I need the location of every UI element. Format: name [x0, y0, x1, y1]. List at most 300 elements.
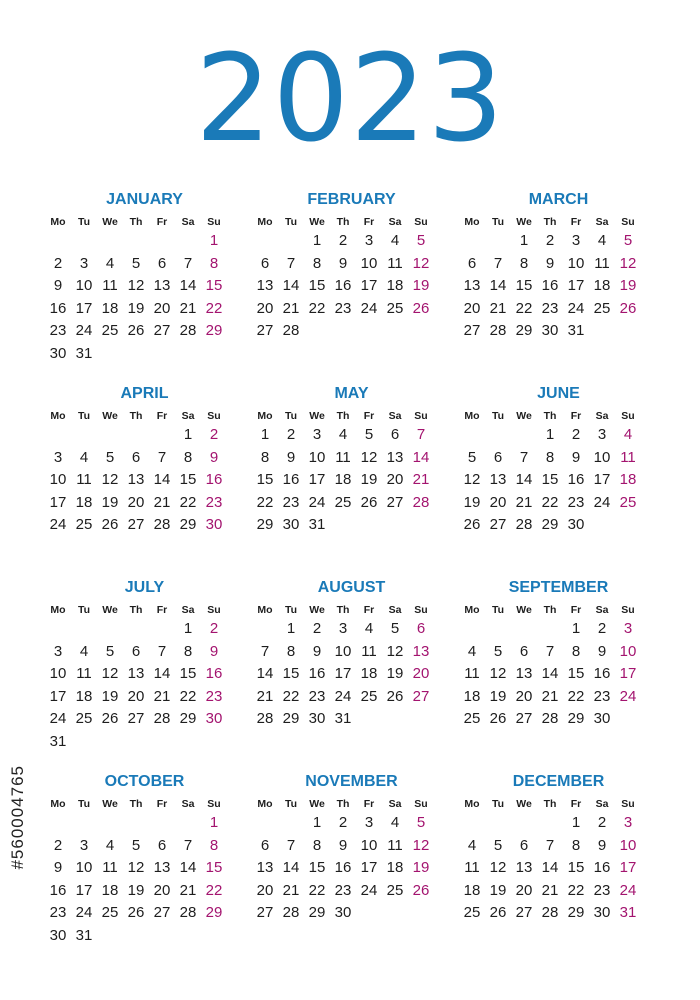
- weekday-label: Fr: [363, 798, 375, 810]
- weekday-label: Th: [129, 410, 143, 422]
- day-cell: [123, 230, 149, 253]
- day-cell: 14: [256, 665, 274, 683]
- day-cell: 24: [334, 687, 352, 705]
- weekday-header-row: [45, 602, 227, 618]
- month-july: [45, 578, 241, 754]
- day-cell: 4: [79, 448, 89, 466]
- day-cell: [97, 812, 123, 835]
- weekday-label: Sa: [595, 798, 609, 810]
- week-row: [45, 857, 227, 880]
- day-cell: 18: [593, 277, 611, 295]
- day-cell: [71, 812, 97, 835]
- day-cell: 15: [282, 665, 300, 683]
- weekday-label: Sa: [181, 410, 195, 422]
- month-name: NOVEMBER: [305, 773, 398, 790]
- week-row: [252, 708, 434, 731]
- days-table: [459, 214, 641, 343]
- day-cell: 26: [386, 687, 404, 705]
- week-row: [252, 902, 434, 925]
- day-cell: 10: [619, 642, 637, 660]
- week-row: [459, 469, 641, 492]
- day-cell: 16: [541, 277, 559, 295]
- day-cell: 24: [75, 322, 93, 340]
- weekday-label: Su: [207, 798, 221, 810]
- day-cell: [175, 731, 201, 754]
- week-row: [252, 424, 434, 447]
- day-cell: 9: [597, 836, 607, 854]
- day-cell: 8: [183, 448, 193, 466]
- day-cell: 12: [101, 665, 119, 683]
- weekday-label: Th: [336, 604, 350, 616]
- day-cell: [149, 343, 175, 366]
- day-cell: [45, 230, 71, 253]
- day-cell: 12: [412, 836, 430, 854]
- day-cell: 12: [127, 277, 145, 295]
- day-cell: 21: [515, 493, 533, 511]
- day-cell: [485, 230, 511, 253]
- day-cell: [175, 812, 201, 835]
- week-row: [45, 424, 227, 447]
- weekday-label: Fr: [363, 216, 375, 228]
- day-cell: 29: [205, 904, 223, 922]
- weekday-label: Fr: [570, 798, 582, 810]
- day-cell: 10: [334, 642, 352, 660]
- day-cell: 29: [541, 516, 559, 534]
- day-cell: 20: [412, 665, 430, 683]
- day-cell: 4: [390, 814, 400, 831]
- day-cell: 17: [75, 881, 93, 899]
- week-row: [252, 275, 434, 298]
- day-cell: 31: [75, 926, 93, 944]
- day-cell: 14: [179, 859, 197, 877]
- day-cell: 20: [515, 881, 533, 899]
- weekday-label: Mo: [464, 216, 480, 228]
- month-name: JULY: [124, 579, 165, 596]
- day-cell: 16: [334, 859, 352, 877]
- day-cell: 14: [282, 859, 300, 877]
- day-cell: 9: [571, 448, 581, 466]
- day-cell: 4: [390, 232, 400, 249]
- day-cell: [71, 424, 97, 447]
- day-cell: 28: [412, 493, 430, 511]
- weekday-label: Su: [207, 604, 221, 616]
- day-cell: 10: [360, 254, 378, 272]
- day-cell: 1: [209, 232, 219, 249]
- day-cell: 20: [256, 299, 274, 317]
- day-cell: 12: [412, 254, 430, 272]
- week-row: [45, 447, 227, 470]
- day-cell: 23: [334, 299, 352, 317]
- day-cell: 29: [179, 710, 197, 728]
- day-cell: 22: [179, 687, 197, 705]
- day-cell: [252, 812, 278, 835]
- day-cell: 17: [75, 299, 93, 317]
- weekday-label: We: [309, 798, 325, 810]
- week-row: [252, 514, 434, 537]
- days-table: [459, 602, 641, 731]
- day-cell: 23: [567, 493, 585, 511]
- day-cell: 15: [541, 471, 559, 489]
- day-cell: 9: [286, 448, 296, 466]
- day-cell: 15: [205, 277, 223, 295]
- day-cell: 8: [545, 448, 555, 466]
- day-cell: 29: [567, 904, 585, 922]
- weekday-label: Su: [621, 216, 635, 228]
- day-cell: 15: [256, 471, 274, 489]
- day-cell: 9: [209, 448, 219, 466]
- week-row: [459, 857, 641, 880]
- day-cell: 20: [127, 493, 145, 511]
- day-cell: 2: [209, 620, 219, 637]
- days-table: [45, 602, 227, 754]
- week-row: [252, 469, 434, 492]
- day-cell: 21: [153, 493, 171, 511]
- weekday-label: Th: [336, 216, 350, 228]
- day-cell: 28: [179, 904, 197, 922]
- week-row: [252, 230, 434, 253]
- days-table: [45, 796, 227, 948]
- day-cell: 26: [463, 516, 481, 534]
- day-cell: 31: [308, 516, 326, 534]
- day-cell: 5: [623, 232, 633, 249]
- day-cell: 19: [101, 493, 119, 511]
- day-cell: 27: [153, 322, 171, 340]
- day-cell: 29: [515, 322, 533, 340]
- day-cell: [97, 343, 123, 366]
- weekday-label: We: [309, 604, 325, 616]
- day-cell: 20: [153, 299, 171, 317]
- day-cell: 4: [467, 642, 477, 660]
- day-cell: 7: [286, 254, 296, 272]
- weekday-label: Mo: [464, 410, 480, 422]
- day-cell: 1: [183, 426, 193, 443]
- day-cell: 15: [205, 859, 223, 877]
- day-cell: 12: [386, 642, 404, 660]
- day-cell: 20: [386, 471, 404, 489]
- day-cell: 22: [308, 881, 326, 899]
- weekday-label: Tu: [491, 604, 505, 616]
- week-row: [45, 253, 227, 276]
- day-cell: 2: [209, 426, 219, 443]
- day-cell: [97, 618, 123, 641]
- day-cell: 21: [282, 881, 300, 899]
- day-cell: [123, 424, 149, 447]
- day-cell: 13: [153, 277, 171, 295]
- day-cell: 11: [102, 277, 118, 295]
- weekday-label: Fr: [570, 604, 582, 616]
- weekday-label: We: [516, 798, 532, 810]
- day-cell: 23: [205, 493, 223, 511]
- day-cell: 2: [53, 836, 63, 854]
- day-cell: 28: [153, 516, 171, 534]
- day-cell: 14: [412, 448, 430, 466]
- day-cell: 13: [463, 277, 481, 295]
- day-cell: 26: [360, 493, 378, 511]
- weekday-label: Mo: [257, 216, 273, 228]
- week-row: [459, 663, 641, 686]
- weekday-label: Mo: [464, 604, 480, 616]
- day-cell: 30: [593, 904, 611, 922]
- day-cell: 20: [489, 493, 507, 511]
- day-cell: 23: [334, 881, 352, 899]
- day-cell: 12: [360, 448, 378, 466]
- month-october: [45, 772, 241, 948]
- day-cell: 7: [493, 254, 503, 272]
- day-cell: 18: [101, 299, 119, 317]
- day-cell: 23: [49, 904, 67, 922]
- day-cell: 28: [282, 904, 300, 922]
- day-cell: 17: [619, 665, 637, 683]
- day-cell: 21: [489, 299, 507, 317]
- week-row: [45, 469, 227, 492]
- week-row: [252, 253, 434, 276]
- day-cell: 7: [157, 448, 167, 466]
- day-cell: 2: [597, 620, 607, 637]
- week-row: [459, 275, 641, 298]
- weekday-label: Sa: [388, 410, 402, 422]
- day-cell: 1: [209, 814, 219, 831]
- weekday-label: Th: [336, 410, 350, 422]
- weekday-label: We: [102, 604, 118, 616]
- day-cell: 6: [131, 642, 141, 660]
- weekday-label: Tu: [284, 216, 298, 228]
- days-table: [252, 408, 434, 537]
- week-row: [459, 253, 641, 276]
- weekday-label: Mo: [50, 216, 66, 228]
- day-cell: 4: [79, 642, 89, 660]
- day-cell: 18: [463, 687, 481, 705]
- day-cell: [615, 708, 641, 731]
- days-table: [459, 796, 641, 925]
- day-cell: [201, 731, 227, 754]
- day-cell: 21: [179, 299, 197, 317]
- month-june: [459, 384, 655, 537]
- weekday-label: Th: [129, 216, 143, 228]
- weekday-label: Th: [336, 798, 350, 810]
- day-cell: 18: [101, 881, 119, 899]
- day-cell: [252, 618, 278, 641]
- day-cell: 14: [541, 859, 559, 877]
- stock-id-text: #560004765: [8, 765, 27, 870]
- day-cell: 11: [335, 448, 351, 466]
- week-row: [459, 298, 641, 321]
- day-cell: 16: [205, 665, 223, 683]
- day-cell: 20: [256, 881, 274, 899]
- day-cell: [45, 618, 71, 641]
- day-cell: [97, 424, 123, 447]
- day-cell: [511, 812, 537, 835]
- day-cell: 25: [619, 493, 637, 511]
- week-row: [45, 492, 227, 515]
- day-cell: 9: [338, 836, 348, 854]
- day-cell: 4: [623, 426, 633, 443]
- day-cell: 7: [416, 426, 426, 443]
- day-cell: [459, 812, 485, 835]
- month-name: SEPTEMBER: [508, 579, 609, 596]
- day-cell: 14: [179, 277, 197, 295]
- day-cell: 2: [286, 426, 296, 443]
- day-cell: 4: [364, 620, 374, 637]
- weekday-label: Tu: [284, 410, 298, 422]
- day-cell: 26: [412, 881, 430, 899]
- day-cell: [537, 618, 563, 641]
- weekday-label: Tu: [77, 604, 91, 616]
- day-cell: 18: [334, 471, 352, 489]
- month-february: [252, 190, 448, 343]
- day-cell: 5: [493, 642, 503, 660]
- month-september: [459, 578, 655, 731]
- day-cell: [97, 925, 123, 948]
- day-cell: 4: [597, 232, 607, 249]
- day-cell: 26: [619, 299, 637, 317]
- weekday-header-row: [45, 214, 227, 230]
- weekday-header-row: [45, 796, 227, 812]
- weekday-label: Th: [129, 798, 143, 810]
- day-cell: 5: [416, 814, 426, 831]
- day-cell: 23: [593, 687, 611, 705]
- day-cell: 27: [256, 322, 274, 340]
- weekday-label: Tu: [491, 216, 505, 228]
- day-cell: 21: [256, 687, 274, 705]
- day-cell: 27: [127, 516, 145, 534]
- days-table: [459, 408, 641, 537]
- week-row: [459, 514, 641, 537]
- day-cell: [123, 812, 149, 835]
- week-row: [459, 618, 641, 641]
- day-cell: 17: [593, 471, 611, 489]
- day-cell: 16: [593, 665, 611, 683]
- week-row: [45, 663, 227, 686]
- day-cell: [45, 424, 71, 447]
- day-cell: 28: [541, 904, 559, 922]
- day-cell: 13: [515, 859, 533, 877]
- day-cell: [459, 230, 485, 253]
- day-cell: 7: [545, 836, 555, 854]
- week-row: [252, 686, 434, 709]
- day-cell: 19: [360, 471, 378, 489]
- day-cell: 14: [541, 665, 559, 683]
- day-cell: [408, 902, 434, 925]
- weekday-header-row: [252, 408, 434, 424]
- day-cell: 25: [386, 299, 404, 317]
- day-cell: 27: [515, 710, 533, 728]
- day-cell: 24: [360, 299, 378, 317]
- day-cell: 9: [53, 277, 63, 295]
- weekday-label: Sa: [388, 604, 402, 616]
- weekday-header-row: [459, 796, 641, 812]
- day-cell: 26: [412, 299, 430, 317]
- weekday-label: We: [516, 216, 532, 228]
- day-cell: 26: [127, 322, 145, 340]
- weekday-label: Sa: [388, 216, 402, 228]
- week-row: [459, 708, 641, 731]
- weekday-label: Tu: [77, 798, 91, 810]
- weekday-label: Tu: [77, 216, 91, 228]
- day-cell: 23: [308, 687, 326, 705]
- week-row: [252, 663, 434, 686]
- week-row: [252, 880, 434, 903]
- day-cell: 27: [256, 904, 274, 922]
- day-cell: 9: [545, 254, 555, 272]
- day-cell: 26: [489, 710, 507, 728]
- day-cell: [175, 230, 201, 253]
- weekday-label: Sa: [181, 798, 195, 810]
- day-cell: 8: [183, 642, 193, 660]
- day-cell: 6: [260, 836, 270, 854]
- day-cell: [356, 514, 382, 537]
- weekday-label: Th: [543, 410, 557, 422]
- weekday-label: We: [102, 410, 118, 422]
- day-cell: 13: [256, 859, 274, 877]
- day-cell: 16: [567, 471, 585, 489]
- day-cell: 2: [545, 232, 555, 249]
- day-cell: 3: [597, 426, 607, 443]
- day-cell: 17: [334, 665, 352, 683]
- day-cell: 19: [412, 859, 430, 877]
- day-cell: 29: [567, 710, 585, 728]
- week-row: [252, 857, 434, 880]
- day-cell: 17: [49, 493, 67, 511]
- weekday-label: Su: [207, 410, 221, 422]
- day-cell: 9: [209, 642, 219, 660]
- day-cell: 18: [75, 687, 93, 705]
- day-cell: 1: [260, 426, 270, 443]
- day-cell: [71, 230, 97, 253]
- day-cell: [356, 708, 382, 731]
- day-cell: 11: [464, 859, 480, 877]
- day-cell: 24: [619, 881, 637, 899]
- day-cell: 8: [312, 836, 322, 854]
- day-cell: 16: [334, 277, 352, 295]
- day-cell: 6: [390, 426, 400, 443]
- day-cell: 17: [360, 859, 378, 877]
- day-cell: 21: [541, 687, 559, 705]
- weekday-label: Mo: [257, 798, 273, 810]
- day-cell: 4: [467, 836, 477, 854]
- day-cell: 5: [105, 448, 115, 466]
- day-cell: 6: [131, 448, 141, 466]
- day-cell: 9: [53, 859, 63, 877]
- day-cell: [123, 925, 149, 948]
- weekday-label: Su: [414, 410, 428, 422]
- day-cell: 23: [541, 299, 559, 317]
- week-row: [252, 641, 434, 664]
- week-row: [45, 835, 227, 858]
- weekday-label: We: [516, 604, 532, 616]
- day-cell: 8: [571, 836, 581, 854]
- week-row: [252, 298, 434, 321]
- day-cell: 2: [53, 254, 63, 272]
- weekday-label: Th: [543, 604, 557, 616]
- days-table: [252, 602, 434, 731]
- day-cell: 23: [205, 687, 223, 705]
- month-november: [252, 772, 448, 925]
- week-row: [45, 514, 227, 537]
- day-cell: 19: [463, 493, 481, 511]
- day-cell: 11: [361, 642, 377, 660]
- weekday-label: Mo: [50, 798, 66, 810]
- day-cell: 12: [127, 859, 145, 877]
- day-cell: 7: [157, 642, 167, 660]
- day-cell: 13: [489, 471, 507, 489]
- month-december: [459, 772, 655, 925]
- day-cell: 6: [467, 254, 477, 272]
- day-cell: 21: [541, 881, 559, 899]
- day-cell: 3: [623, 814, 633, 831]
- day-cell: [615, 320, 641, 343]
- day-cell: 3: [364, 814, 374, 831]
- weekday-label: Su: [414, 216, 428, 228]
